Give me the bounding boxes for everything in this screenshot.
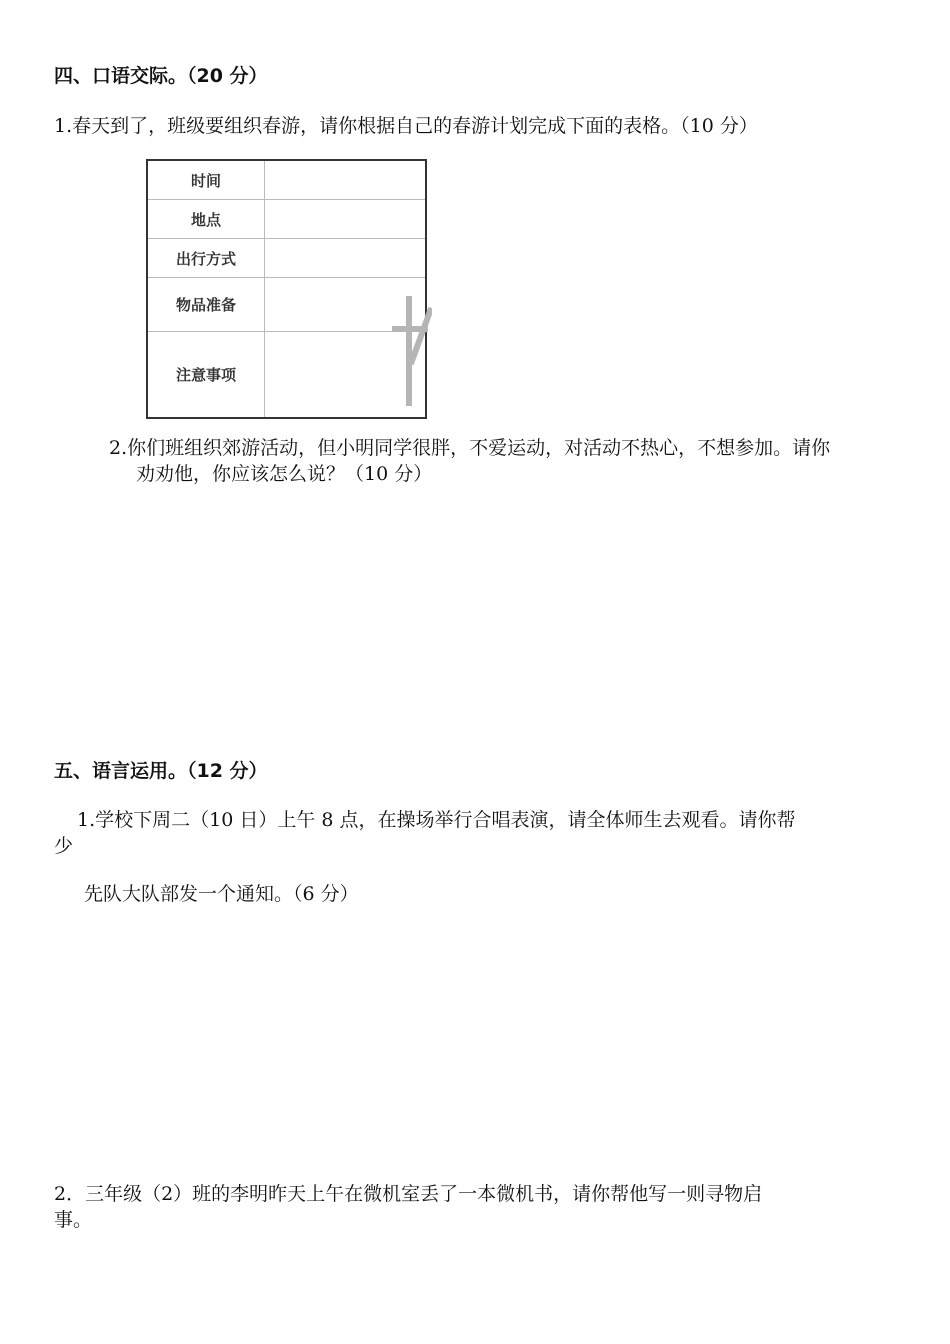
table-row (148, 239, 425, 278)
table-cell-notes[interactable] (265, 332, 425, 417)
table-cell-time[interactable] (265, 161, 425, 199)
table-row (148, 278, 425, 332)
section5-q1-line3: 先队大队部发一个通知。（6 分） (84, 883, 359, 905)
section5-q2-line2: 事。 (54, 1209, 93, 1231)
spring-trip-table (146, 159, 427, 419)
table-row (148, 161, 425, 200)
table-label-place: 地点 (148, 200, 265, 238)
section4-q1: 1.春天到了，班级要组织春游，请你根据自己的春游计划完成下面的表格。（10 分） (54, 115, 758, 137)
section5-q2-line1: 2．三年级（2）班的李明昨天上午在微机室丢了一本微机书，请你帮他写一则寻物启 (54, 1183, 763, 1205)
table-row (148, 332, 425, 417)
section5-q1-line1: 1.学校下周二（10 日）上午 8 点，在操场举行合唱表演，请全体师生去观看。请你帮 (77, 809, 796, 831)
table-cell-place[interactable] (265, 200, 425, 238)
section4-heading: 四、口语交际。（20 分） (54, 65, 268, 87)
table-label-items: 物品准备 (148, 278, 265, 331)
section5-q1-line2: 少 (54, 835, 74, 857)
section4-q2-line2: 劝劝他，你应该怎么说？（10 分） (136, 463, 433, 485)
section4-q2-line1: 2.你们班组织郊游活动，但小明同学很胖，不爱运动，对活动不热心，不想参加。请你 (109, 437, 831, 459)
table-label-transport: 出行方式 (148, 239, 265, 277)
table-label-notes: 注意事项 (148, 332, 265, 417)
table-cell-transport[interactable] (265, 239, 425, 277)
section5-heading: 五、语言运用。（12 分） (54, 760, 268, 782)
table-cell-items[interactable] (265, 278, 425, 331)
table-label-time: 时间 (148, 161, 265, 199)
table-row (148, 200, 425, 239)
